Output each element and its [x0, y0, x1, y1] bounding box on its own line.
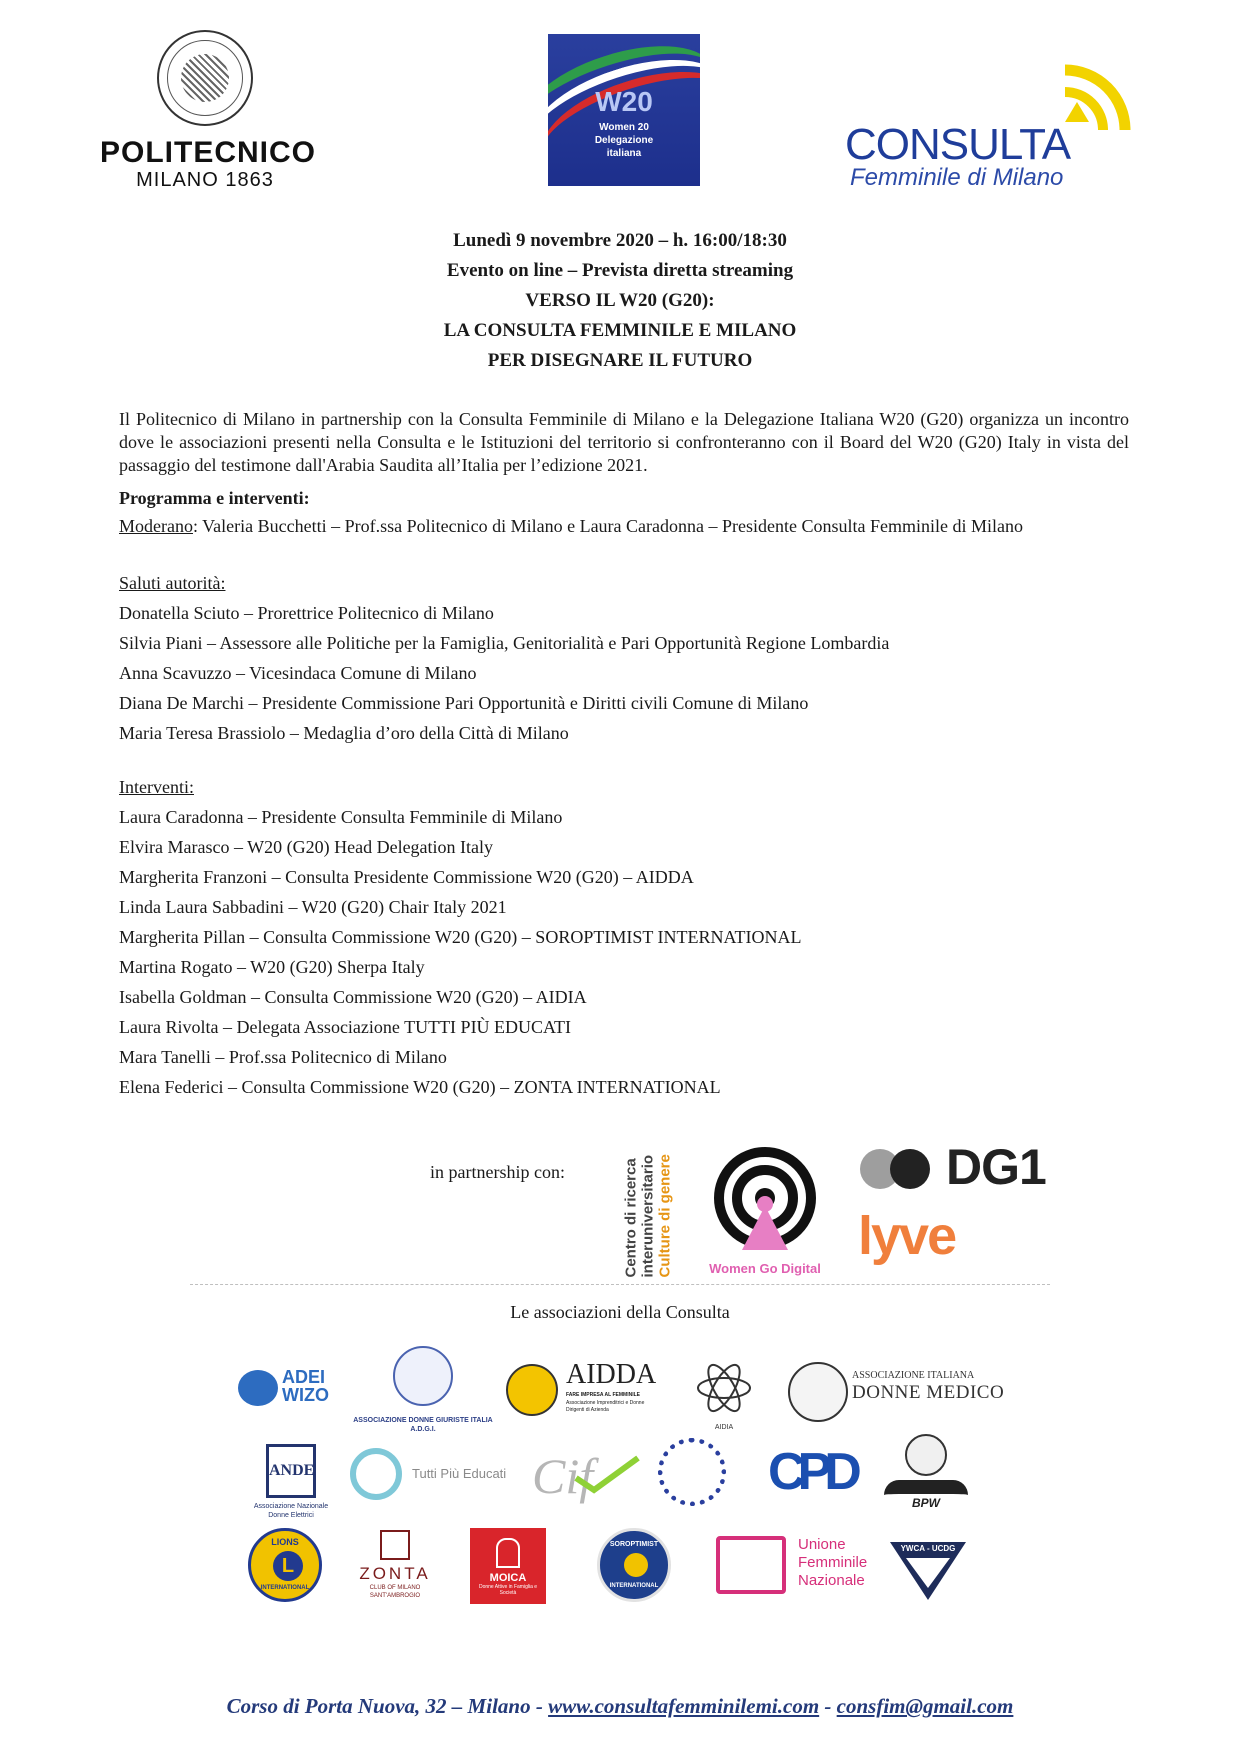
- saluti-list: [119, 598, 1129, 748]
- unione-femminile-emblem-icon: [716, 1536, 786, 1594]
- women-go-digital-logo: [700, 1146, 830, 1276]
- lyve-logo: [858, 1206, 978, 1276]
- aidda-sub2: Associazione Imprenditrici e Donne Dirigenti di Azienda: [566, 1400, 645, 1413]
- cif-text: Cif: [532, 1448, 594, 1504]
- document-body: [119, 408, 1129, 1102]
- donne-medico-logo: [788, 1362, 1006, 1426]
- lions-l-icon: L: [273, 1551, 303, 1581]
- soroptimist-logo: [596, 1528, 672, 1604]
- unione-femminile-line3: Nazionale: [798, 1572, 865, 1589]
- lions-logo: [246, 1528, 324, 1606]
- consulta-logo-sub: Femminile di Milano: [850, 164, 1064, 191]
- tutti-piu-educati-text: Tutti Più Educati: [412, 1466, 507, 1481]
- event-date: Lunedì 9 novembre 2020 – h. 16:00/18:30: [453, 230, 787, 251]
- footer-contacts: [0, 1694, 1240, 1719]
- women-go-digital-icon: [710, 1146, 820, 1258]
- saluti-label: Saluti autorità:: [119, 573, 226, 593]
- cnp-lavoro-logo: [654, 1438, 730, 1514]
- zonta-logo: [350, 1530, 440, 1608]
- adgi-emblem-icon: [393, 1346, 453, 1406]
- lions-text: LIONS: [271, 1537, 299, 1547]
- w20-logo-line2: Delegazione: [594, 135, 654, 146]
- aidda-emblem-icon: [506, 1364, 558, 1416]
- moderano-paragraph: [119, 515, 1129, 538]
- dg1-text: DG1: [946, 1139, 1046, 1195]
- event-heading: [0, 226, 1240, 376]
- event-mode: Evento on line – Prevista diretta streaming: [446, 260, 794, 281]
- tutti-piu-educati-logo: [350, 1448, 510, 1508]
- soroptimist-figure-icon: [624, 1553, 648, 1577]
- aidda-sub1: FARE IMPRESA AL FEMMINILE: [566, 1392, 640, 1398]
- list-item: Laura Caradonna – Presidente Consulta Femminile di Milano: [119, 807, 563, 827]
- program-title: Programma e interventi:: [119, 488, 310, 508]
- list-item: Margherita Pillan – Consulta Commissione W20 (G20) – SOROPTIMIST INTERNATIONAL: [119, 927, 802, 947]
- list-item: Elvira Marasco – W20 (G20) Head Delegation Italy: [119, 837, 494, 857]
- bpw-emblem-icon: [905, 1434, 947, 1476]
- moica-emblem-icon: [496, 1538, 520, 1568]
- moderano-label: Moderano: [119, 516, 193, 536]
- list-item: Isabella Goldman – Consulta Commissione W20 (G20) – AIDIA: [119, 987, 587, 1007]
- dg1-mark-icon: [858, 1144, 938, 1194]
- aidia-atom-icon: [694, 1358, 754, 1418]
- donne-medico-line2: DONNE MEDICO: [852, 1382, 1005, 1403]
- intro-paragraph: Il Politecnico di Milano in partnership con la Consulta Femminile di Milano e la Delegazione Italiana W20 (G20) organizza un incontro dove le associazioni presenti nella Consulta e le Istituzioni del territorio si confronteranno con il Board del W20 (G20) Italy in vista del passaggio del testimone dall'Arabia Saudita all’Italia per l’edizione 2021.: [119, 409, 1129, 475]
- zonta-sub: CLUB OF MILANO SANT'AMBROGIO: [369, 1585, 421, 1599]
- centro-culture-genere-logo: [620, 1134, 676, 1280]
- event-title-line2: LA CONSULTA FEMMINILE E MILANO: [443, 320, 797, 341]
- list-item: Silvia Piani – Assessore alle Politiche per la Famiglia, Genitorialità e Pari Opportunità Regione Lombardia: [119, 633, 890, 653]
- dg1-logo: [858, 1140, 1058, 1200]
- w20-logo-line1: Women 20: [599, 122, 649, 133]
- w20-logo-line3: italiana: [606, 148, 642, 159]
- zonta-emblem-icon: [380, 1530, 410, 1560]
- adgi-caption: ASSOCIAZIONE DONNE GIURISTE ITALIA A.D.G.I.: [353, 1417, 493, 1433]
- lions-sub: INTERNATIONAL: [260, 1585, 310, 1591]
- unione-femminile-line2: Femminile: [798, 1554, 868, 1571]
- adei-wizo-text: ADEI WIZO: [282, 1367, 329, 1405]
- cpd-logo: [768, 1440, 854, 1510]
- zonta-text: ZONTA: [359, 1564, 431, 1583]
- cpd-text: CPD: [768, 1443, 854, 1501]
- moica-sub: Donne Attive in Famiglia e Società: [478, 1584, 538, 1596]
- w20-logo-mark: W20: [595, 86, 653, 117]
- ywca-text: YWCA - UCDG: [900, 1544, 956, 1553]
- aidda-logo: [506, 1360, 656, 1420]
- tutti-piu-educati-icon: [350, 1448, 402, 1500]
- list-item: Anna Scavuzzo – Vicesindaca Comune di Milano: [119, 663, 477, 683]
- cif-check-icon: [572, 1454, 642, 1494]
- consulta-logo: [845, 60, 1135, 190]
- footer-address: Corso di Porta Nuova, 32 – Milano -: [226, 1694, 549, 1718]
- adei-wizo-logo: [238, 1366, 346, 1416]
- footer-email-link[interactable]: consfim@gmail.com: [836, 1694, 1014, 1718]
- interventi-list: [119, 802, 1129, 1102]
- aidda-text: AIDDA: [566, 1359, 657, 1390]
- soroptimist-sub: INTERNATIONAL: [609, 1583, 659, 1589]
- list-item: Martina Rogato – W20 (G20) Sherpa Italy: [119, 957, 425, 977]
- politecnico-logo-sub: MILANO 1863: [136, 169, 274, 191]
- donne-medico-emblem-icon: [788, 1362, 848, 1422]
- centro-line2: interuniversitario: [639, 1154, 657, 1278]
- list-item: Laura Rivolta – Delegata Associazione TUTTI PIÙ EDUCATI: [119, 1017, 572, 1037]
- ande-logo: [248, 1444, 334, 1526]
- cif-logo: [522, 1440, 642, 1512]
- aidia-logo: [692, 1358, 756, 1432]
- moderano-text: : Valeria Bucchetti – Prof.ssa Politecnico di Milano e Laura Caradonna – Presidente Consulta Femminile di Milano: [192, 516, 1023, 536]
- section-divider: [190, 1284, 1050, 1285]
- lyve-text: lyve: [858, 1206, 956, 1266]
- interventi-label: Interventi:: [119, 777, 194, 797]
- centro-line1: Centro di ricerca: [622, 1158, 640, 1278]
- list-item: Margherita Franzoni – Consulta Presidente Commissione W20 (G20) – AIDDA: [119, 867, 694, 887]
- bpw-text: BPW: [884, 1480, 968, 1510]
- ande-caption: Associazione Nazionale Donne Elettrici: [253, 1503, 329, 1519]
- ande-text: ANDE: [266, 1444, 316, 1498]
- adgi-logo: [352, 1346, 494, 1440]
- women-go-digital-text: Women Go Digital: [709, 1261, 821, 1276]
- politecnico-logo: [100, 30, 317, 191]
- consulta-logo-name: CONSULTA: [845, 120, 1071, 169]
- unione-femminile-logo: [716, 1536, 884, 1598]
- aidia-text: AIDIA: [714, 1424, 734, 1431]
- moica-text: MOICA: [489, 1572, 527, 1584]
- event-title-line1: VERSO IL W20 (G20):: [525, 290, 715, 311]
- list-item: Donatella Sciuto – Prorettrice Politecnico di Milano: [119, 603, 494, 623]
- unione-femminile-line1: Unione: [798, 1536, 846, 1553]
- cnp-lavoro-emblem-icon: [658, 1438, 726, 1506]
- moica-logo: [470, 1528, 546, 1604]
- event-title-line3: PER DISEGNARE IL FUTURO: [487, 350, 753, 371]
- ywca-logo: [888, 1540, 968, 1602]
- bpw-logo: [884, 1434, 968, 1516]
- soroptimist-text: SOROPTIMIST: [609, 1541, 659, 1548]
- partnership-label: in partnership con:: [430, 1162, 565, 1182]
- footer-website-link[interactable]: www.consultafemminilemi.com: [548, 1694, 820, 1718]
- list-item: Elena Federici – Consulta Commissione W20 (G20) – ZONTA INTERNATIONAL: [119, 1077, 721, 1097]
- list-item: Linda Laura Sabbadini – W20 (G20) Chair Italy 2021: [119, 897, 507, 917]
- associations-title: Le associazioni della Consulta: [510, 1302, 730, 1322]
- politecnico-logo-name: POLITECNICO: [100, 136, 317, 169]
- list-item: Maria Teresa Brassiolo – Medaglia d’oro della Città di Milano: [119, 723, 569, 743]
- w20-logo: [548, 34, 700, 186]
- list-item: Diana De Marchi – Presidente Commissione Pari Opportunità e Diritti civili Comune di Milano: [119, 693, 809, 713]
- politecnico-seal-icon: [157, 30, 253, 126]
- donne-medico-line1: ASSOCIAZIONE ITALIANA: [852, 1370, 975, 1381]
- footer-separator: -: [819, 1694, 837, 1718]
- centro-line3: Culture di genere: [656, 1154, 674, 1278]
- list-item: Mara Tanelli – Prof.ssa Politecnico di Milano: [119, 1047, 447, 1067]
